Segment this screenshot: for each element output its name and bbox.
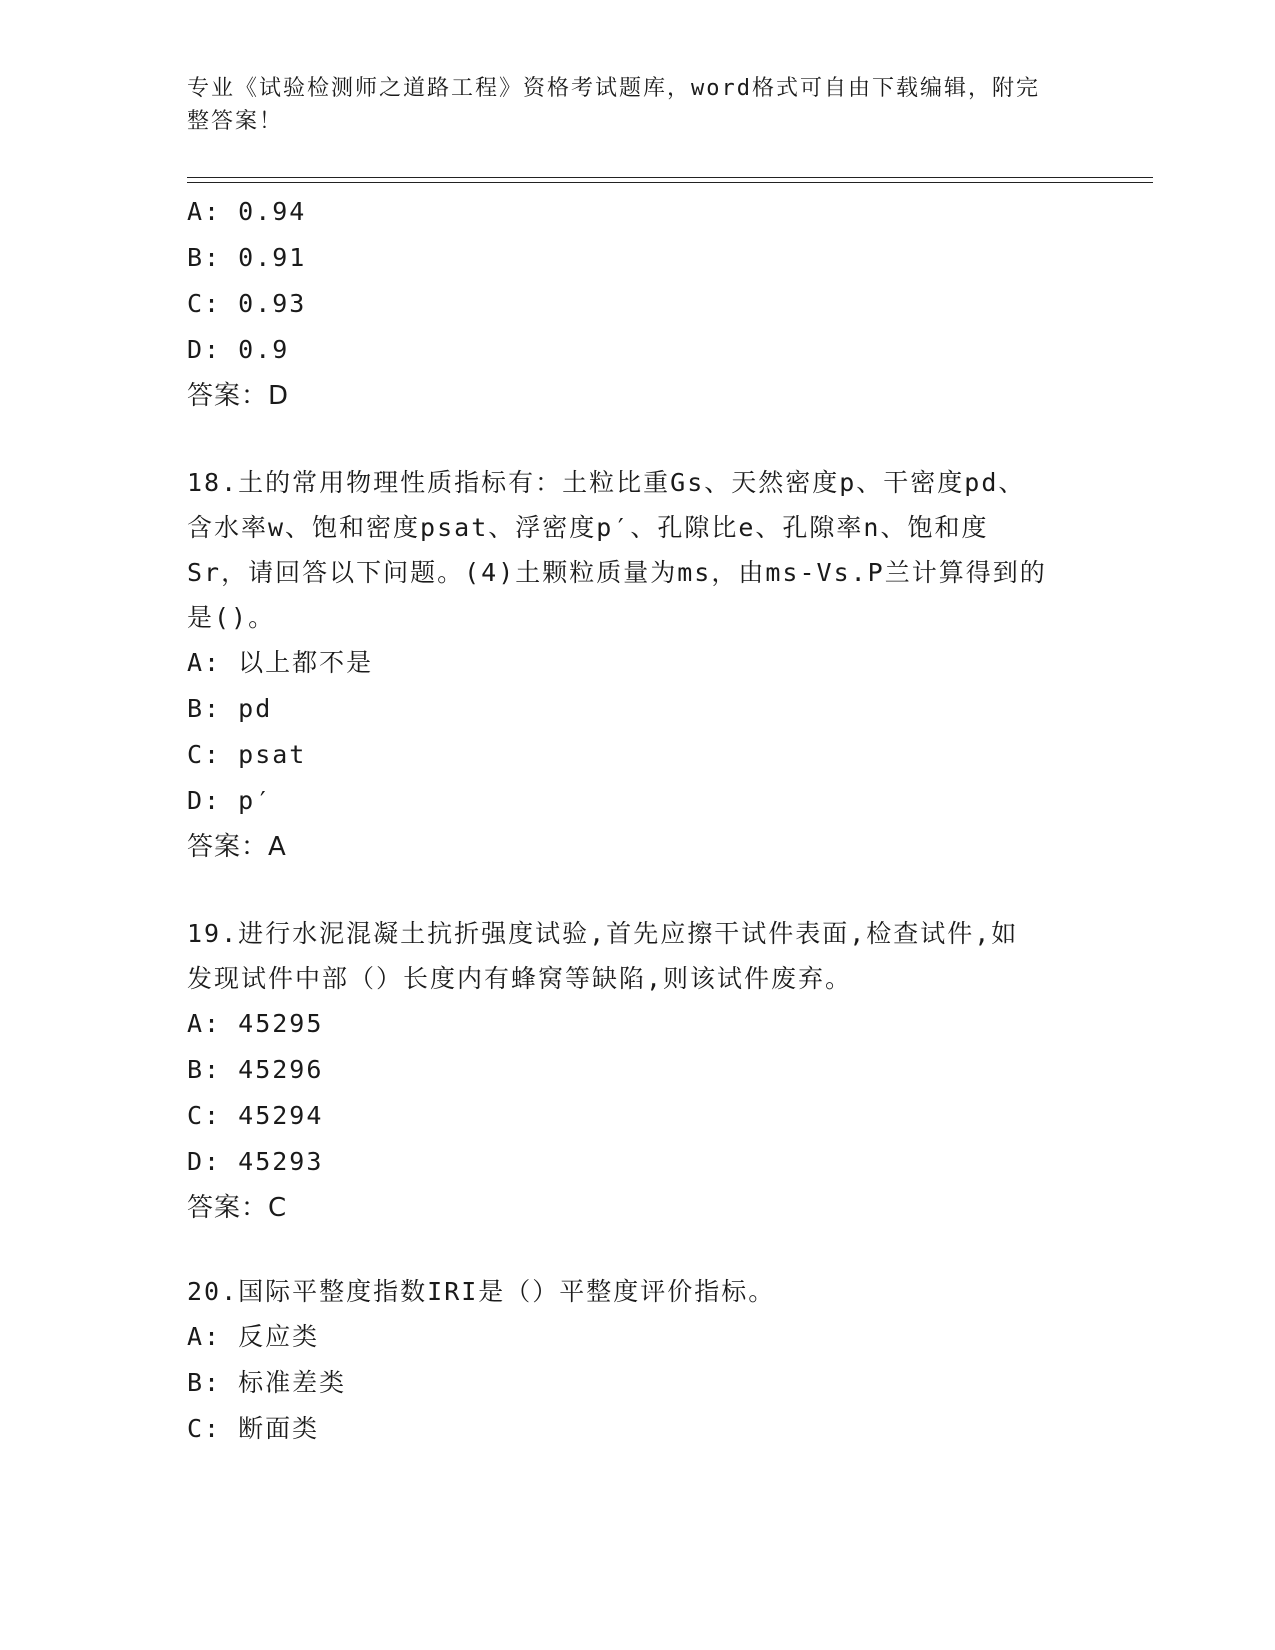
- option-d: D: 0.9: [187, 335, 290, 364]
- option-c: C: 断面类: [187, 1414, 320, 1443]
- spacer: [187, 419, 1087, 460]
- stem-line: Sr，请回答以下问题。(4)土颗粒质量为ms，由ms-Vs.P兰计算得到的: [187, 558, 1047, 587]
- option-b: B: 0.91: [187, 243, 307, 272]
- stem-line: 18.土的常用物理性质指标有：土粒比重Gs、天然密度p、干密度pd、: [187, 468, 1026, 497]
- option-a: A: 45295: [187, 1009, 324, 1038]
- answer-line: 答案：C: [187, 1193, 288, 1223]
- option-a: A: 反应类: [187, 1322, 320, 1351]
- header-divider-bottom: [187, 182, 1153, 183]
- header-divider-top: [187, 177, 1153, 178]
- spacer: [187, 870, 1087, 911]
- question-stem: [187, 1269, 1087, 1314]
- question-18: [187, 460, 1087, 870]
- option-d: D: p′: [187, 786, 273, 815]
- spacer: [187, 1231, 1087, 1269]
- answer-line: 答案：A: [187, 832, 287, 862]
- option-b: B: 标准差类: [187, 1368, 347, 1397]
- question-stem: [187, 911, 1087, 1001]
- option-d: D: 45293: [187, 1147, 324, 1176]
- option-c: C: psat: [187, 740, 307, 769]
- stem-line: 含水率w、饱和密度psat、浮密度p′、孔隙比e、孔隙率n、饱和度: [187, 513, 989, 542]
- question-list: [187, 189, 1087, 1452]
- header-line-2: 整答案！: [187, 109, 284, 134]
- header-line-1: 专业《试验检测师之道路工程》资格考试题库，word格式可自由下载编辑，附完: [187, 76, 1040, 101]
- question-17-tail: [187, 189, 1087, 419]
- document-header: [187, 72, 1077, 138]
- stem-line: 20.国际平整度指数IRI是（）平整度评价指标。: [187, 1277, 776, 1306]
- option-c: C: 45294: [187, 1101, 324, 1130]
- stem-line: 19.进行水泥混凝土抗折强度试验,首先应擦干试件表面,检查试件,如: [187, 919, 1019, 948]
- question-19: [187, 911, 1087, 1231]
- option-b: B: pd: [187, 694, 273, 723]
- option-c: C: 0.93: [187, 289, 307, 318]
- option-a: A: 0.94: [187, 197, 307, 226]
- question-stem: [187, 460, 1087, 640]
- answer-line: 答案：D: [187, 381, 290, 411]
- stem-line: 发现试件中部（）长度内有蜂窝等缺陷,则该试件废弃。: [187, 964, 853, 993]
- option-a: A: 以上都不是: [187, 648, 374, 677]
- option-b: B: 45296: [187, 1055, 324, 1084]
- stem-line: 是()。: [187, 603, 276, 632]
- question-20: [187, 1269, 1087, 1452]
